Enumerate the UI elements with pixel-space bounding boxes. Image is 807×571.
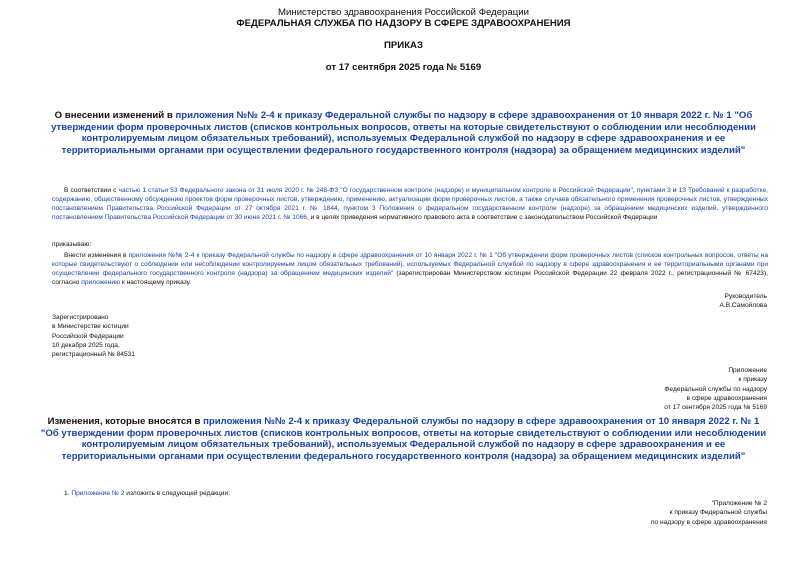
changes-title xyxy=(40,416,767,462)
appendix-header-line: в сфере здравоохранения xyxy=(686,394,767,402)
order-title-pre: О внесении изменений в xyxy=(54,110,176,121)
appendix-header-line: от 17 сентября 2025 года № 5169 xyxy=(664,404,767,412)
doc-date-number: от 17 сентября 2025 года № 5169 xyxy=(325,62,482,73)
signature-block xyxy=(719,292,767,311)
basis-text-1: В соответствии с xyxy=(64,187,119,194)
item-1-text: изложить в следующей редакции: xyxy=(124,490,230,497)
basis-text-2: , xyxy=(632,187,637,194)
amend-text-1: Внести изменения в xyxy=(64,252,129,259)
changes-title-link[interactable]: приложения №№ 2-4 к приказу Федеральной службы по надзору в сфере здравоохранения от 10 января 2022 г. № 1 "Об утверждении форм проверочных листов (списков контрольных вопросов, ответы на которые свидетельствуют о соблюдении или несоблюдении контролируемым лицом обязательных требований), используемых Федеральной службой по надзору в сфере здравоохранения и ее территориальными органами при осуществлении федерального государственного контроля (надзора) за обращением медицинских изделий" xyxy=(40,416,767,462)
basis-link-item3[interactable]: пунктами 3 xyxy=(636,187,671,194)
signature-role: Руководитель xyxy=(724,293,767,300)
basis-text-5: , и в целях приведения нормативного правового акта в соответствие с законодательством Российской Федерации xyxy=(306,214,658,221)
service-name: ФЕДЕРАЛЬНАЯ СЛУЖБА ПО НАДЗОРУ В СФЕРЕ ЗДРАВООХРАНЕНИЯ xyxy=(236,18,571,29)
amend-text-2: (зарегистрирован Министерством юстиции Российской Федерации 22 февраля 2022 г., регистрационный № 67423), согласно xyxy=(52,270,768,286)
appendix-header-line: Федеральной службы по надзору xyxy=(664,385,767,393)
basis-link-regulation[interactable]: пунктом 3 Положения о федеральном государственном контроле (надзоре) за обращением медицинских изделий, утвержденного постановлением Правительства Российской Федерации от 30 июня 2021 г. № 1066 xyxy=(52,205,768,221)
item-1 xyxy=(52,489,768,498)
amend-text-3: к настоящему приказу. xyxy=(120,279,192,286)
amend-paragraph xyxy=(52,251,768,287)
registration-line: регистрационный № 84531 xyxy=(52,351,135,359)
basis-paragraph xyxy=(52,186,768,222)
appendix2-header-line: "Приложение № 2 xyxy=(711,500,767,507)
order-title-link[interactable]: приложения №№ 2-4 к приказу Федеральной службы по надзору в сфере здравоохранения от 10 января 2022 г. № 1 "Об утверждении форм проверочных листов (списков контрольных вопросов, ответы на которые свидетельствуют о соблюдении или несоблюдении контролируемым лицом обязательных требований), используемых Федеральной службой по надзору в сфере здравоохранения и ее территориальными органами при осуществлении федерального государственного контроля (надзора) за обращением медицинских изделий" xyxy=(51,110,756,156)
changes-title-pre: Изменения, которые вносятся в xyxy=(47,416,204,427)
registration-line: 10 декабря 2025 года, xyxy=(52,341,120,349)
order-title xyxy=(40,110,767,156)
order-word: приказываю: xyxy=(52,241,92,248)
ministry-name: Министерство здравоохранения Российской Федерации xyxy=(278,7,529,18)
item-1-link[interactable]: Приложение № 2 xyxy=(71,490,125,497)
basis-text-3: и xyxy=(670,187,679,194)
appendix2-header-line: к приказу Федеральной службы xyxy=(669,509,767,517)
appendix2-header-line: по надзору в сфере здравоохранения xyxy=(650,518,767,526)
basis-link-item13[interactable]: 13 Требований к разработке, содержанию, общественному обсуждению проектов форм проверочных листов, утверждению, применению, актуализации форм проверочных листов, а также случаев обязательного применения проверочных листов, утвержденных постановлением Правительства Российской Федерации от 27 октября 2021 г. № 1844 xyxy=(52,187,769,212)
registration-block xyxy=(52,313,135,359)
appendix-header-line: к приказу xyxy=(738,376,767,384)
registration-line: Российской Федерации xyxy=(52,332,124,340)
registration-line: Зарегистрировано xyxy=(52,314,109,321)
doc-type: ПРИКАЗ xyxy=(384,40,423,51)
appendix-header-line: Приложение xyxy=(728,367,767,374)
registration-line: в Министерстве юстиции xyxy=(52,323,129,331)
appendix2-header xyxy=(651,499,767,527)
amend-link-appendix[interactable]: приложению xyxy=(81,279,121,286)
amend-link-appendices[interactable]: приложения №№ 2-4 к приказу Федеральной службы по надзору в сфере здравоохранения от 10 января 2022 г. № 1 "Об утверждении форм проверочных листов (списков контрольных вопросов, ответы на которые свидетельствуют о соблюдении или несоблюдении контролируемым лицом обязательных требований), используемых Федеральной службой по надзору в сфере здравоохранения и ее территориальными органами при осуществлении федерального государственного контроля (надзора) за обращением медицинских изделий" xyxy=(52,252,768,277)
basis-link-law[interactable]: частью 1 статьи 53 Федерального закона от 31 июля 2020 г. № 248-ФЗ "О государственном контроле (надзоре) и муниципальном контроле в Российской Федерации" xyxy=(118,187,633,194)
signature-name: А.В.Самойлова xyxy=(719,302,767,310)
item-1-number: 1. xyxy=(64,490,72,497)
appendix-header xyxy=(664,366,767,412)
basis-text-4: , xyxy=(337,205,344,212)
